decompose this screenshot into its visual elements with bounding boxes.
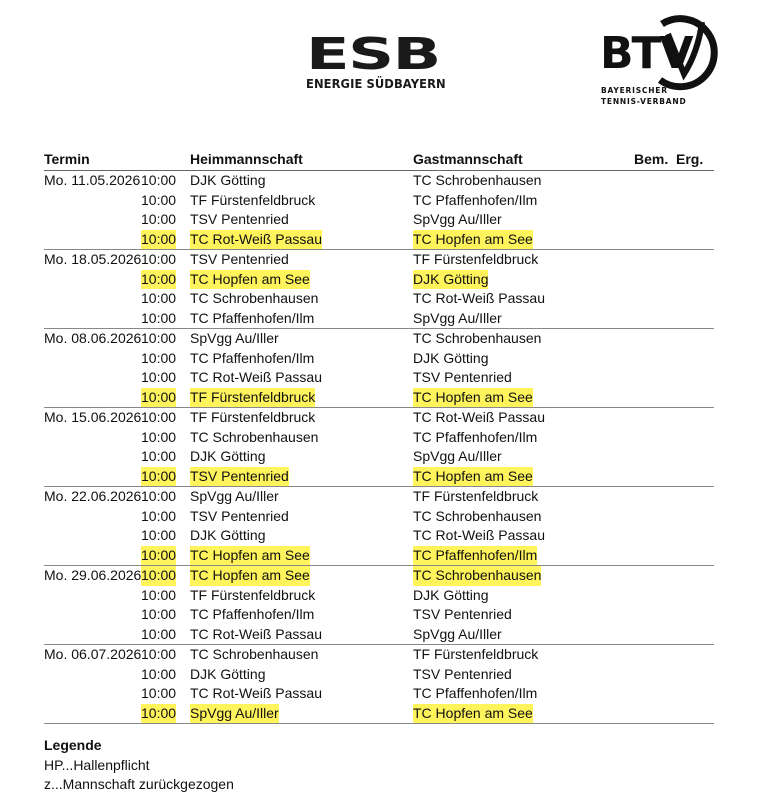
guest-team: TC Schrobenhausen (413, 172, 542, 188)
esb-logo (306, 29, 446, 94)
guest-team: TSV Pentenried (413, 606, 512, 622)
guest-team: TC Pfaffenhofen/Ilm (413, 685, 538, 701)
match-time: 10:00 (141, 428, 177, 445)
legend-item: z...Mannschaft zurückgezogen (44, 776, 234, 792)
header-erg: Erg. (676, 151, 704, 167)
match-time: 10:00 (141, 467, 176, 487)
match-time: 10:00 (141, 507, 177, 524)
guest-team: TC Hopfen am See (413, 704, 533, 724)
esb-logo-mark: ESB (306, 29, 440, 80)
home-team: TF Fürstenfeldbruck (190, 409, 316, 425)
btv-logo-subtitle (601, 85, 686, 107)
table-row (44, 210, 714, 230)
match-time: 10:00 (141, 586, 177, 603)
home-team: TC Schrobenhausen (190, 428, 319, 445)
match-time: 10:00 (141, 685, 177, 701)
match-day-group (44, 408, 714, 487)
home-team: DJK Götting (190, 665, 266, 682)
header-guest: Gastmannschaft (413, 151, 523, 167)
match-date: Mo. 11.05.2026 (44, 172, 141, 188)
match-day-group (44, 645, 714, 724)
table-row (44, 586, 714, 606)
match-time: 10:00 (141, 330, 177, 346)
match-day-group (44, 566, 714, 645)
table-row (44, 566, 714, 586)
btv-subtitle-line1: BAYERISCHER (601, 86, 668, 95)
table-row (44, 250, 714, 270)
home-team: SpVgg Au/Iller (190, 488, 279, 504)
guest-team: DJK Götting (413, 586, 489, 603)
match-time: 10:00 (141, 349, 177, 366)
match-date: Mo. 22.06.2026 (44, 488, 142, 504)
guest-team: TC Rot-Weiß Passau (413, 290, 545, 306)
home-team: TC Rot-Weiß Passau (190, 230, 322, 250)
table-row (44, 230, 714, 250)
table-row (44, 289, 714, 309)
table-row (44, 447, 714, 467)
header-home: Heimmannschaft (190, 151, 303, 167)
table-row (44, 487, 714, 507)
guest-team: SpVgg Au/Iller (413, 211, 502, 227)
home-team: TC Pfaffenhofen/Ilm (190, 349, 315, 366)
match-time: 10:00 (141, 488, 177, 504)
home-team: TC Schrobenhausen (190, 290, 319, 306)
match-time: 10:00 (141, 527, 177, 543)
guest-team: TC Pfaffenhofen/Ilm (413, 546, 537, 566)
match-time: 10:00 (141, 546, 176, 566)
match-time: 10:00 (141, 704, 176, 724)
home-team: TSV Pentenried (190, 251, 289, 267)
match-date: Mo. 06.07.2026 (44, 646, 142, 662)
table-row (44, 428, 714, 448)
table-row (44, 665, 714, 685)
btv-logo-mark: BTV (600, 28, 692, 79)
home-team: DJK Götting (190, 172, 266, 188)
home-team: TC Schrobenhausen (190, 646, 319, 662)
table-row (44, 684, 714, 704)
header-termin: Termin (44, 151, 90, 167)
home-team: TC Rot-Weiß Passau (190, 625, 322, 642)
table-row (44, 605, 714, 625)
table-row (44, 408, 714, 428)
match-date: Mo. 29.06.2026 (44, 567, 142, 583)
match-date: Mo. 18.05.2026 (44, 251, 142, 267)
table-row (44, 368, 714, 388)
home-team: TSV Pentenried (190, 211, 289, 227)
table-row (44, 191, 714, 211)
guest-team: DJK Götting (413, 349, 489, 366)
home-team: TC Rot-Weiß Passau (190, 369, 322, 385)
match-time: 10:00 (141, 409, 177, 425)
home-team: TC Rot-Weiß Passau (190, 685, 322, 701)
guest-team: TF Fürstenfeldbruck (413, 251, 539, 267)
match-time: 10:00 (141, 388, 176, 408)
schedule-table (44, 150, 714, 724)
table-row (44, 704, 714, 724)
guest-team: TF Fürstenfeldbruck (413, 646, 539, 662)
match-time: 10:00 (141, 625, 177, 642)
home-team: TC Pfaffenhofen/Ilm (190, 309, 315, 326)
guest-team: TC Schrobenhausen (413, 507, 542, 524)
table-row (44, 467, 714, 487)
guest-team: TSV Pentenried (413, 665, 512, 682)
table-header (44, 150, 714, 171)
match-day-group (44, 171, 714, 250)
match-day-group (44, 329, 714, 408)
btv-logo (600, 12, 720, 108)
match-day-group (44, 250, 714, 329)
match-time: 10:00 (141, 191, 177, 208)
legend-item: HP...Hallenpflicht (44, 756, 150, 773)
guest-team: TC Hopfen am See (413, 388, 533, 408)
table-row (44, 645, 714, 665)
table-row (44, 329, 714, 349)
match-date: Mo. 15.06.2026 (44, 409, 142, 425)
home-team: DJK Götting (190, 527, 266, 543)
match-day-group (44, 487, 714, 566)
guest-team: SpVgg Au/Iller (413, 625, 502, 642)
match-time: 10:00 (141, 172, 177, 188)
esb-logo-subtitle: ENERGIE SÜDBAYERN (306, 76, 446, 91)
match-date: Mo. 08.06.2026 (44, 330, 142, 346)
home-team: SpVgg Au/Iller (190, 704, 279, 724)
table-row (44, 507, 714, 527)
home-team: TF Fürstenfeldbruck (190, 191, 316, 208)
match-time: 10:00 (141, 270, 176, 290)
match-groups (44, 171, 714, 724)
home-team: TSV Pentenried (190, 507, 289, 524)
btv-subtitle-line2: TENNIS-VERBAND (601, 97, 687, 106)
home-team: TF Fürstenfeldbruck (190, 586, 316, 603)
home-team: TSV Pentenried (190, 467, 289, 487)
table-row (44, 270, 714, 290)
home-team: SpVgg Au/Iller (190, 330, 279, 346)
guest-team: TC Rot-Weiß Passau (413, 409, 545, 425)
guest-team: TC Hopfen am See (413, 467, 533, 487)
table-row (44, 388, 714, 408)
match-time: 10:00 (141, 211, 177, 227)
home-team: TC Hopfen am See (190, 566, 310, 586)
guest-team: TC Pfaffenhofen/Ilm (413, 191, 538, 208)
match-time: 10:00 (141, 646, 177, 662)
match-time: 10:00 (141, 566, 176, 586)
header-bem: Bem. (634, 151, 669, 167)
match-time: 10:00 (141, 606, 177, 622)
table-row (44, 349, 714, 369)
legend (44, 736, 234, 795)
match-time: 10:00 (141, 290, 177, 306)
guest-team: TC Pfaffenhofen/Ilm (413, 428, 538, 445)
guest-team: TC Hopfen am See (413, 230, 533, 250)
home-team: TC Pfaffenhofen/Ilm (190, 606, 315, 622)
table-row (44, 171, 714, 191)
guest-team: SpVgg Au/Iller (413, 448, 502, 464)
guest-team: TC Rot-Weiß Passau (413, 527, 545, 543)
table-row (44, 309, 714, 329)
guest-team: DJK Götting (413, 270, 488, 290)
home-team: TC Hopfen am See (190, 270, 310, 290)
match-time: 10:00 (141, 665, 177, 682)
match-time: 10:00 (141, 309, 177, 326)
guest-team: SpVgg Au/Iller (413, 309, 502, 326)
table-row (44, 526, 714, 546)
home-team: DJK Götting (190, 448, 266, 464)
match-time: 10:00 (141, 230, 176, 250)
guest-team: TC Schrobenhausen (413, 330, 542, 346)
guest-team: TF Fürstenfeldbruck (413, 488, 539, 504)
table-row (44, 625, 714, 645)
match-time: 10:00 (141, 251, 177, 267)
home-team: TF Fürstenfeldbruck (190, 388, 315, 408)
guest-team: TSV Pentenried (413, 369, 512, 385)
guest-team: TC Schrobenhausen (413, 566, 541, 586)
legend-title: Legende (44, 737, 102, 753)
match-time: 10:00 (141, 448, 177, 464)
match-time: 10:00 (141, 369, 177, 385)
home-team: TC Hopfen am See (190, 546, 310, 566)
table-row (44, 546, 714, 566)
